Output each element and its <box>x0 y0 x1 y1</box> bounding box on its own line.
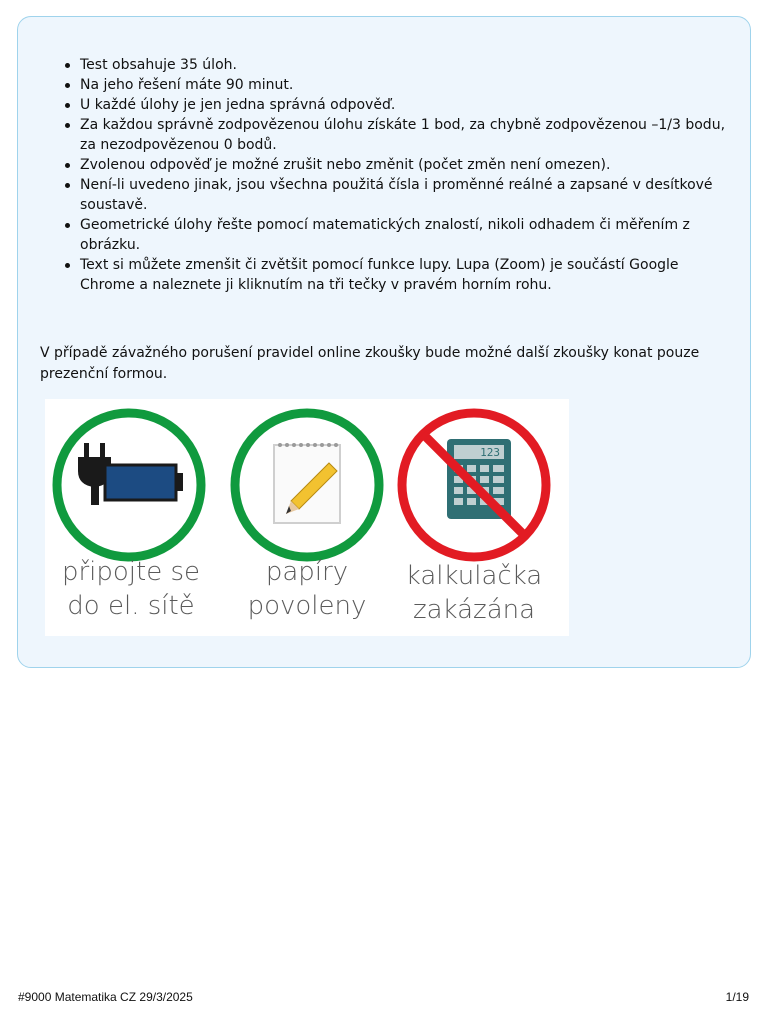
rule-item: Geometrické úlohy řešte pomocí matematických znalostí, nikoli odhadem či měřením z obrázku. <box>80 215 730 255</box>
violation-notice: V případě závažného porušení pravidel online zkoušky bude možné další zkoušky konat pouze prezenční formou. <box>40 345 700 382</box>
power-caption-line: připojte se <box>61 557 201 587</box>
rule-item: Zvolenou odpověď je možné zrušit nebo změnit (počet změn není omezen). <box>80 155 730 175</box>
plug-battery-icon <box>57 413 201 557</box>
rule-item: U každé úlohy je jen jedna správná odpověď. <box>80 95 730 115</box>
calculator-icon <box>402 413 546 557</box>
exam-rules-figure <box>45 399 569 636</box>
rule-item: Test obsahuje 35 úloh. <box>80 55 730 75</box>
power-caption-line: do el. sítě <box>67 591 195 621</box>
papers-caption <box>227 555 387 623</box>
notepad-pencil-icon <box>235 413 379 557</box>
instructions-panel <box>17 16 751 668</box>
document-id: #9000 Matematika CZ 29/3/2025 <box>18 990 193 1004</box>
papers-caption-line: papíry <box>265 557 349 587</box>
calculator-display: 123 <box>480 446 500 459</box>
rule-item: Na jeho řešení máte 90 minut. <box>80 75 730 95</box>
rule-item: Není-li uvedeno jinak, jsou všechna použitá čísla i proměnné reálné a zapsané v desítkové soustavě. <box>80 175 730 215</box>
rule-item: Za každou správně zodpovězenou úlohu získáte 1 bod, za chybně zodpovězenou –1/3 bodu, za nezodpovězenou 0 bodů. <box>80 115 730 155</box>
rule-item: Text si můžete zmenšit či zvětšit pomocí funkce lupy. Lupa (Zoom) je součástí Google Chrome a naleznete ji kliknutím na tři tečky v pravém horním rohu. <box>80 255 730 295</box>
calculator-caption-line: kalkulačka <box>405 561 543 591</box>
calculator-caption-line: zakázána <box>412 595 536 625</box>
page-number: 1/19 <box>725 990 749 1004</box>
papers-caption-line: povoleny <box>247 591 367 621</box>
calculator-caption <box>394 559 554 627</box>
rules-list <box>18 55 730 295</box>
power-caption <box>51 555 211 623</box>
